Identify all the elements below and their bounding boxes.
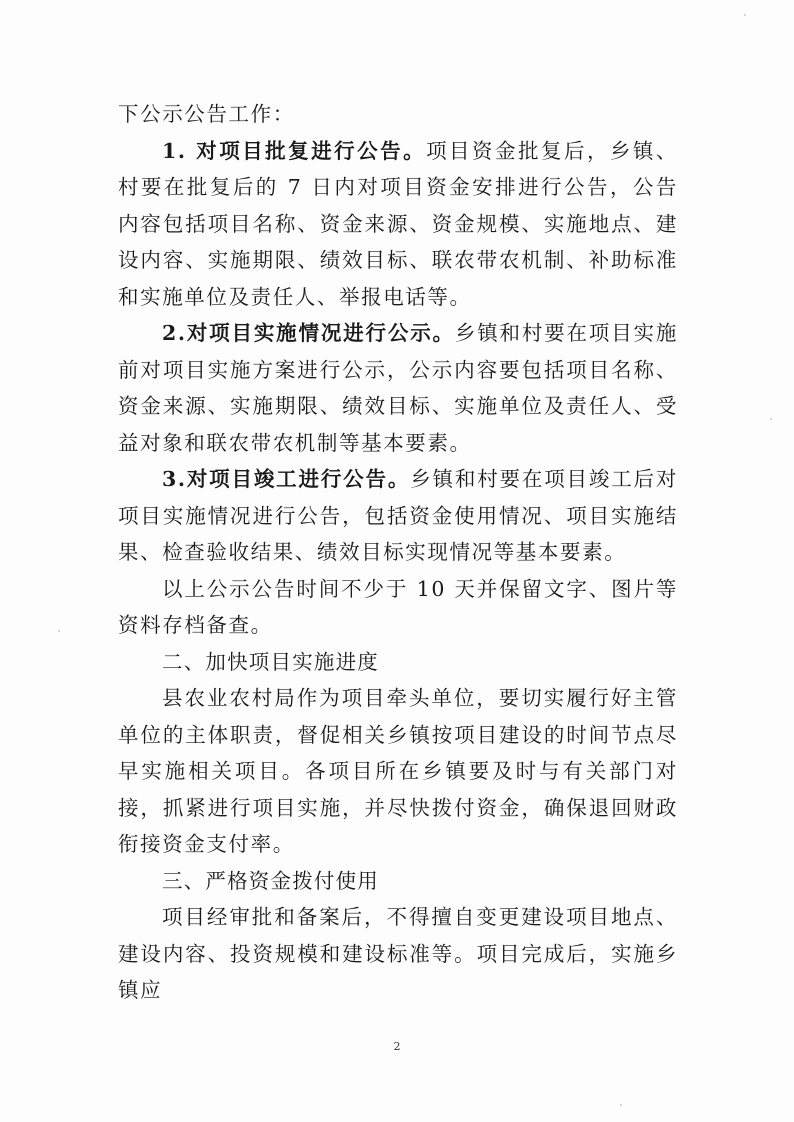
section-3-body: 项目经审批和备案后，不得擅自变更建设项目地点、建设内容、投资规模和建设标准等。项目完成后，实施乡镇应 — [118, 905, 678, 1002]
item-2-body: 乡镇和村要在项目实施前对项目实施方案进行公示，公示内容要包括项目名称、资金来源、实施期限、绩效目标、实施单位及责任人、受益对象和联农带农机制等基本要素。 — [118, 321, 678, 455]
section-2-paragraph — [118, 680, 678, 863]
section-2-heading: 二、加快项目实施进度 — [162, 649, 379, 674]
document-body — [118, 96, 678, 1009]
intro-line — [118, 96, 678, 133]
item-1-paragraph — [118, 133, 678, 316]
item-3-body: 乡镇和村要在项目竣工后对项目实施情况进行公告，包括资金使用情况、项目实施结果、检查验收结果、绩效目标实现情况等基本要素。 — [118, 467, 678, 564]
item-2-lead: 2.对项目实施情况进行公示。 — [162, 321, 455, 345]
note-paragraph — [118, 571, 678, 644]
scan-speck — [620, 1104, 622, 1106]
scan-speck — [58, 630, 60, 632]
item-1-body: 项目资金批复后，乡镇、村要在批复后的 7 日内对项目资金安排进行公告，公告内容包括项目名称、资金来源、资金规模、实施地点、建设内容、实施期限、绩效目标、联农带农机制、补助标准和实施单位及责任人、举报电话等。 — [118, 138, 678, 309]
intro-text: 下公示公告工作： — [118, 102, 295, 126]
item-3-paragraph — [118, 461, 678, 571]
item-3-lead: 3.对项目竣工进行公告。 — [162, 467, 411, 491]
scan-speck — [770, 418, 772, 420]
page-number: 2 — [393, 1040, 401, 1053]
item-2-paragraph — [118, 315, 678, 461]
section-2-body: 县农业农村局作为项目牵头单位，要切实履行好主管单位的主体职责，督促相关乡镇按项目建设的时间节点尽早实施相关项目。各项目所在乡镇要及时与有关部门对接，抓紧进行项目实施，并尽快拨付资金，确保退回财政衔接资金支付率。 — [118, 686, 678, 856]
section-3-paragraph — [118, 899, 678, 1009]
scan-speck — [744, 14, 746, 16]
note-text: 以上公示公告时间不少于 10 天并保留文字、图片等资料存档备查。 — [118, 576, 678, 637]
section-3-heading: 三、严格资金拨付使用 — [162, 868, 379, 893]
item-1-lead: 1. 对项目批复进行公告。 — [162, 138, 427, 163]
